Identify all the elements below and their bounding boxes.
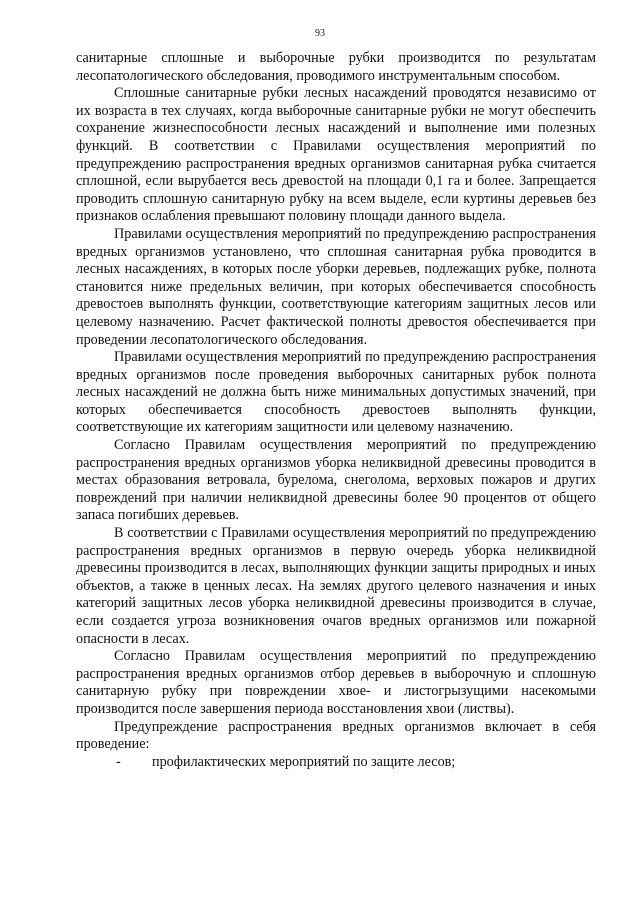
list-dash: -	[116, 753, 121, 770]
paragraph: Предупреждение распространения вредных организмов включает в себя проведение:	[76, 718, 596, 753]
paragraph: Согласно Правилам осуществления мероприятий по предупреждению распространения вредных организмов уборка неликвидной древесины проводится в местах образования ветровала, бурелома, снеголома, верховых пожаров и других повреждений при наличии неликвидной древесины более 90 процентов от общего запаса погибших деревьев.	[76, 437, 596, 524]
paragraph: Правилами осуществления мероприятий по предупреждению распространения вредных организмов установлено, что сплошная санитарная рубка проводится в лесных насаждениях, в которых после уборки деревьев, подлежащих рубке, полнота становится ниже предельных величин, при которых обеспечивается способность древостоев выполнять функции, соответствующие категориям защитных лесов или целевому назначению. Расчет фактической полноты древостоя обеспечивается при проведении лесопатологического обследования.	[76, 225, 596, 348]
paragraph: Правилами осуществления мероприятий по предупреждению распространения вредных организмов после проведения выборочных санитарных рубок полнота лесных насаждений не должна быть ниже минимальных допустимых значений, при которых обеспечивается способность древостоев выполнять функции, соответствующие их категориям защитности или целевому назначению.	[76, 349, 596, 436]
paragraph: Сплошные санитарные рубки лесных насаждений проводятся независимо от их возраста в тех случаях, когда выборочные санитарные рубки не могут обеспечить сохранение жизнеспособности лесных насаждений и выполнение ими полезных функций. В соответствии с Правилами осуществления мероприятий по предупреждению распространения вредных организмов санитарная рубка считается сплошной, если вырубается весь древостой на площади 0,1 га и более. Запрещается проводить сплошную санитарную рубку на всем выделе, если куртины деревьев без признаков ослабления превышают половину площади данного выдела.	[76, 85, 596, 225]
page-number: 93	[315, 28, 325, 39]
list-item-text: профилактических мероприятий по защите лесов;	[152, 753, 456, 770]
paragraph: санитарные сплошные и выборочные рубки производится по результатам лесопатологического обследования, проводимого инструментальным способом.	[76, 50, 596, 84]
paragraph: Согласно Правилам осуществления мероприятий по предупреждению распространения вредных организмов отбор деревьев в выборочную и сплошную санитарную рубку при повреждении хвое- и листогрызущими насекомыми производится после завершения периода восстановления хвои (листвы).	[76, 648, 596, 717]
document-body	[76, 50, 596, 771]
list-item	[76, 754, 596, 772]
paragraph: В соответствии с Правилами осуществления мероприятий по предупреждению распространения вредных организмов в первую очередь уборка неликвидной древесины производится в лесах, выполняющих функции защиты природных и иных объектов, а также в ценных лесах. На землях другого целевого назначения и иных категорий защитных лесов уборка неликвидной древесины производится в случае, если создается угроза возникновения очагов вредных организмов или пожарной опасности в лесах.	[76, 525, 596, 647]
